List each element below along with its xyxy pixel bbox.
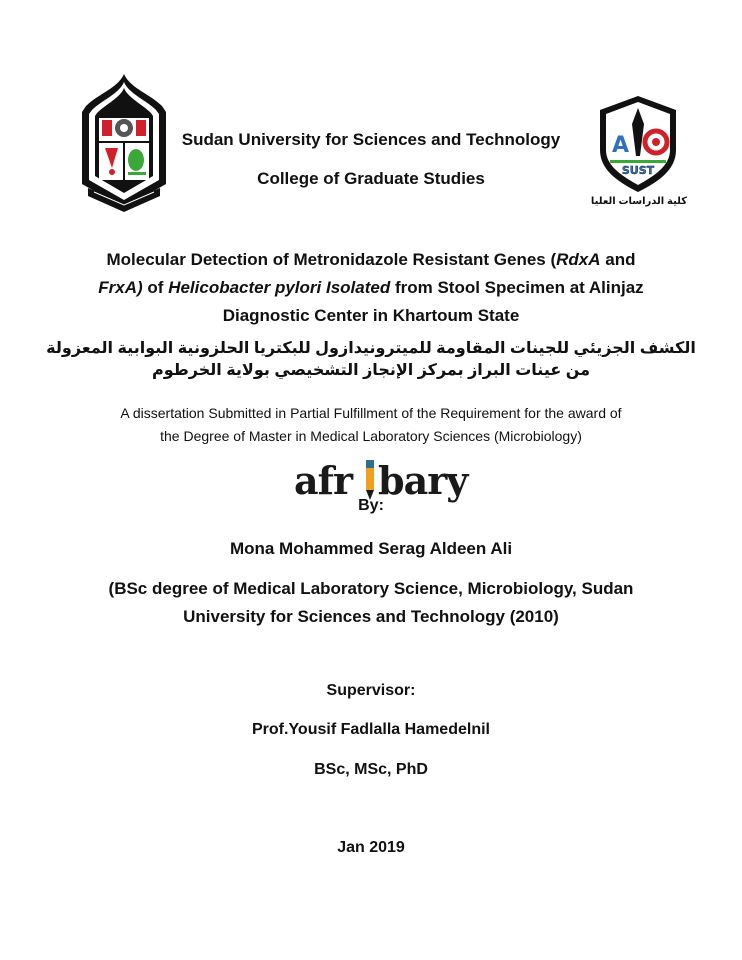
author-degree-line-1: (BSc degree of Medical Laboratory Science, Microbiology, Sudan bbox=[108, 579, 634, 598]
college-name: College of Graduate Studies bbox=[257, 169, 485, 188]
by-label: By: bbox=[358, 497, 384, 514]
species-name: Helicobacter pylori Isolated bbox=[168, 278, 391, 297]
watermark-text-pre: afr bbox=[294, 458, 352, 503]
university-name: Sudan University for Sciences and Technology bbox=[181, 130, 561, 149]
pencil-icon bbox=[364, 460, 376, 500]
watermark-text-post: bary bbox=[378, 458, 468, 503]
arabic-title-line-2: من عينات البراز بمركز الإنجاز التشخيصي بولاية الخرطوم bbox=[151, 362, 591, 379]
title-text: of bbox=[142, 278, 169, 297]
title-text: Molecular Detection of Metronidazole Resistant Genes ( bbox=[106, 250, 557, 269]
sust-label: SUST bbox=[621, 164, 655, 177]
svg-text:A: A bbox=[612, 133, 630, 158]
logo-caption: كلية الدراسات العليا bbox=[590, 196, 688, 207]
submission-line-2: the Degree of Master in Medical Laboratory Sciences (Microbiology) bbox=[160, 428, 582, 444]
author-degree-line-2: University for Sciences and Technology (2010) bbox=[183, 607, 559, 626]
submission-date: Jan 2019 bbox=[337, 839, 405, 856]
title-line-2 bbox=[0, 274, 742, 302]
gene-frxa: FrxA) bbox=[98, 278, 143, 297]
author-name: Mona Mohammed Serag Aldeen Ali bbox=[229, 539, 513, 558]
arabic-title bbox=[0, 338, 742, 382]
supervisor-name: Prof.Yousif Fadlalla Hamedelnil bbox=[252, 721, 490, 738]
afribary-watermark bbox=[294, 458, 468, 503]
author-degree bbox=[0, 575, 742, 631]
graduate-college-logo-icon bbox=[588, 94, 688, 210]
title-line-1 bbox=[0, 246, 742, 274]
submission-statement bbox=[0, 402, 742, 448]
title-line-3: Diagnostic Center in Khartoum State bbox=[222, 306, 520, 325]
gene-rdxa: RdxA bbox=[556, 250, 601, 269]
title-text: and bbox=[600, 250, 636, 269]
arabic-title-line-1: الكشف الجزيئي للجينات المقاومة للميترونيدازول للبكتريا الحلزونية البوابية المعزولة bbox=[46, 340, 696, 357]
title-text: from Stool Specimen at Alinjaz bbox=[390, 278, 644, 297]
supervisor-qualifications: BSc, MSc, PhD bbox=[314, 761, 428, 778]
thesis-title bbox=[0, 246, 742, 330]
submission-line-1: A dissertation Submitted in Partial Fulfillment of the Requirement for the award of bbox=[120, 405, 622, 421]
supervisor-label: Supervisor: bbox=[326, 682, 416, 699]
